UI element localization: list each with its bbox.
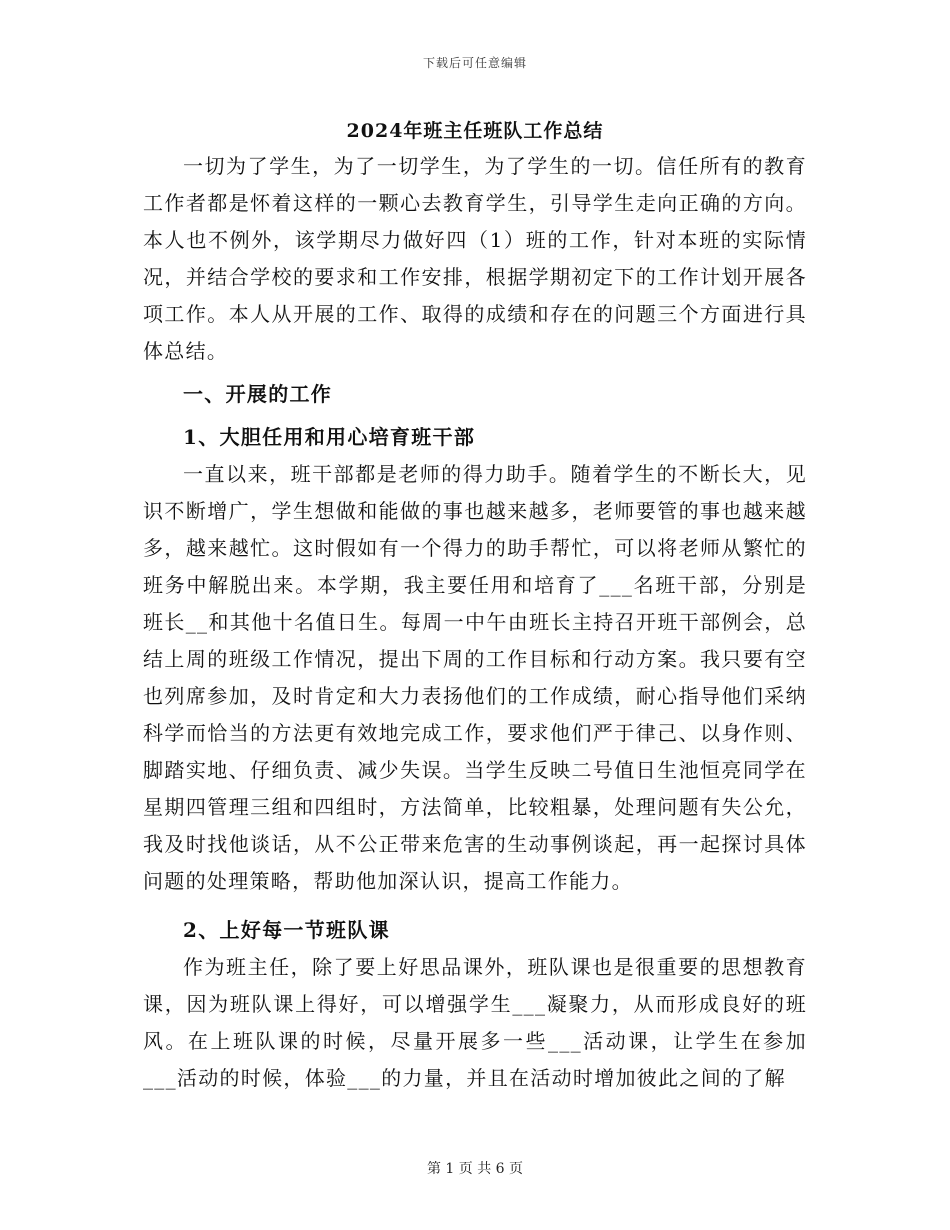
paragraph-cadres: 一直以来，班干部都是老师的得力助手。随着学生的不断长大，见识不断增广，学生想做和能做的事也越来越多，老师要管的事也越来越多，越来越忙。这时假如有一个得力的助手帮忙，可以将老师从繁忙的班务中解脱出来。本学期，我主要任用和培育了___名班干部，分别是班长__和其他十名值日生。每周一中午由班长主持召开班干部例会，总结上周的班级工作情况，提出下周的工作目标和行动方案。我只要有空也列席参加，及时肯定和大力表扬他们的工作成绩，耐心指导他们采纳科学而恰当的方法更有效地完成工作，要求他们严于律己、以身作则、脚踏实地、仔细负责、减少失误。当学生反映二号值日生池恒亮同学在星期四管理三组和四组时，方法简单，比较粗暴，处理问题有失公允，我及时找他谈话，从不公正带来危害的生动事例谈起，再一起探讨具体问题的处理策略，帮助他加深认识，提高工作能力。: [143, 462, 807, 893]
document-title: 2024年班主任班队工作总结: [346, 120, 604, 142]
document-body: [143, 148, 807, 1097]
subsection-heading-cadres: 1、大胆任用和用心培育班干部: [183, 425, 476, 449]
page-number: 第 1 页 共 6 页: [426, 1161, 524, 1177]
paragraph-intro: 一切为了学生，为了一切学生，为了学生的一切。信任所有的教育工作者都是怀着这样的一颗心去教育学生，引导学生走向正确的方向。本人也不例外，该学期尽力做好四（1）班的工作，针对本班的实际情况，并结合学校的要求和工作安排，根据学期初定下的工作计划开展各项工作。本人从开展的工作、取得的成绩和存在的问题三个方面进行具体总结。: [143, 154, 807, 363]
section-heading-work: 一、开展的工作: [183, 382, 333, 406]
subsection-heading-class-meeting: 2、上好每一节班队课: [183, 918, 390, 942]
paragraph-class-meeting: 作为班主任，除了要上好思品课外，班队课也是很重要的思想教育课，因为班队课上得好，可以增强学生___凝聚力，从而形成良好的班风。在上班队课的时候，尽量开展多一些___活动课，让学生在参加___活动的时候，体验___的力量，并且在活动时增加彼此之间的了解: [143, 955, 807, 1090]
header-note: 下载后可任意编辑: [422, 56, 527, 70]
